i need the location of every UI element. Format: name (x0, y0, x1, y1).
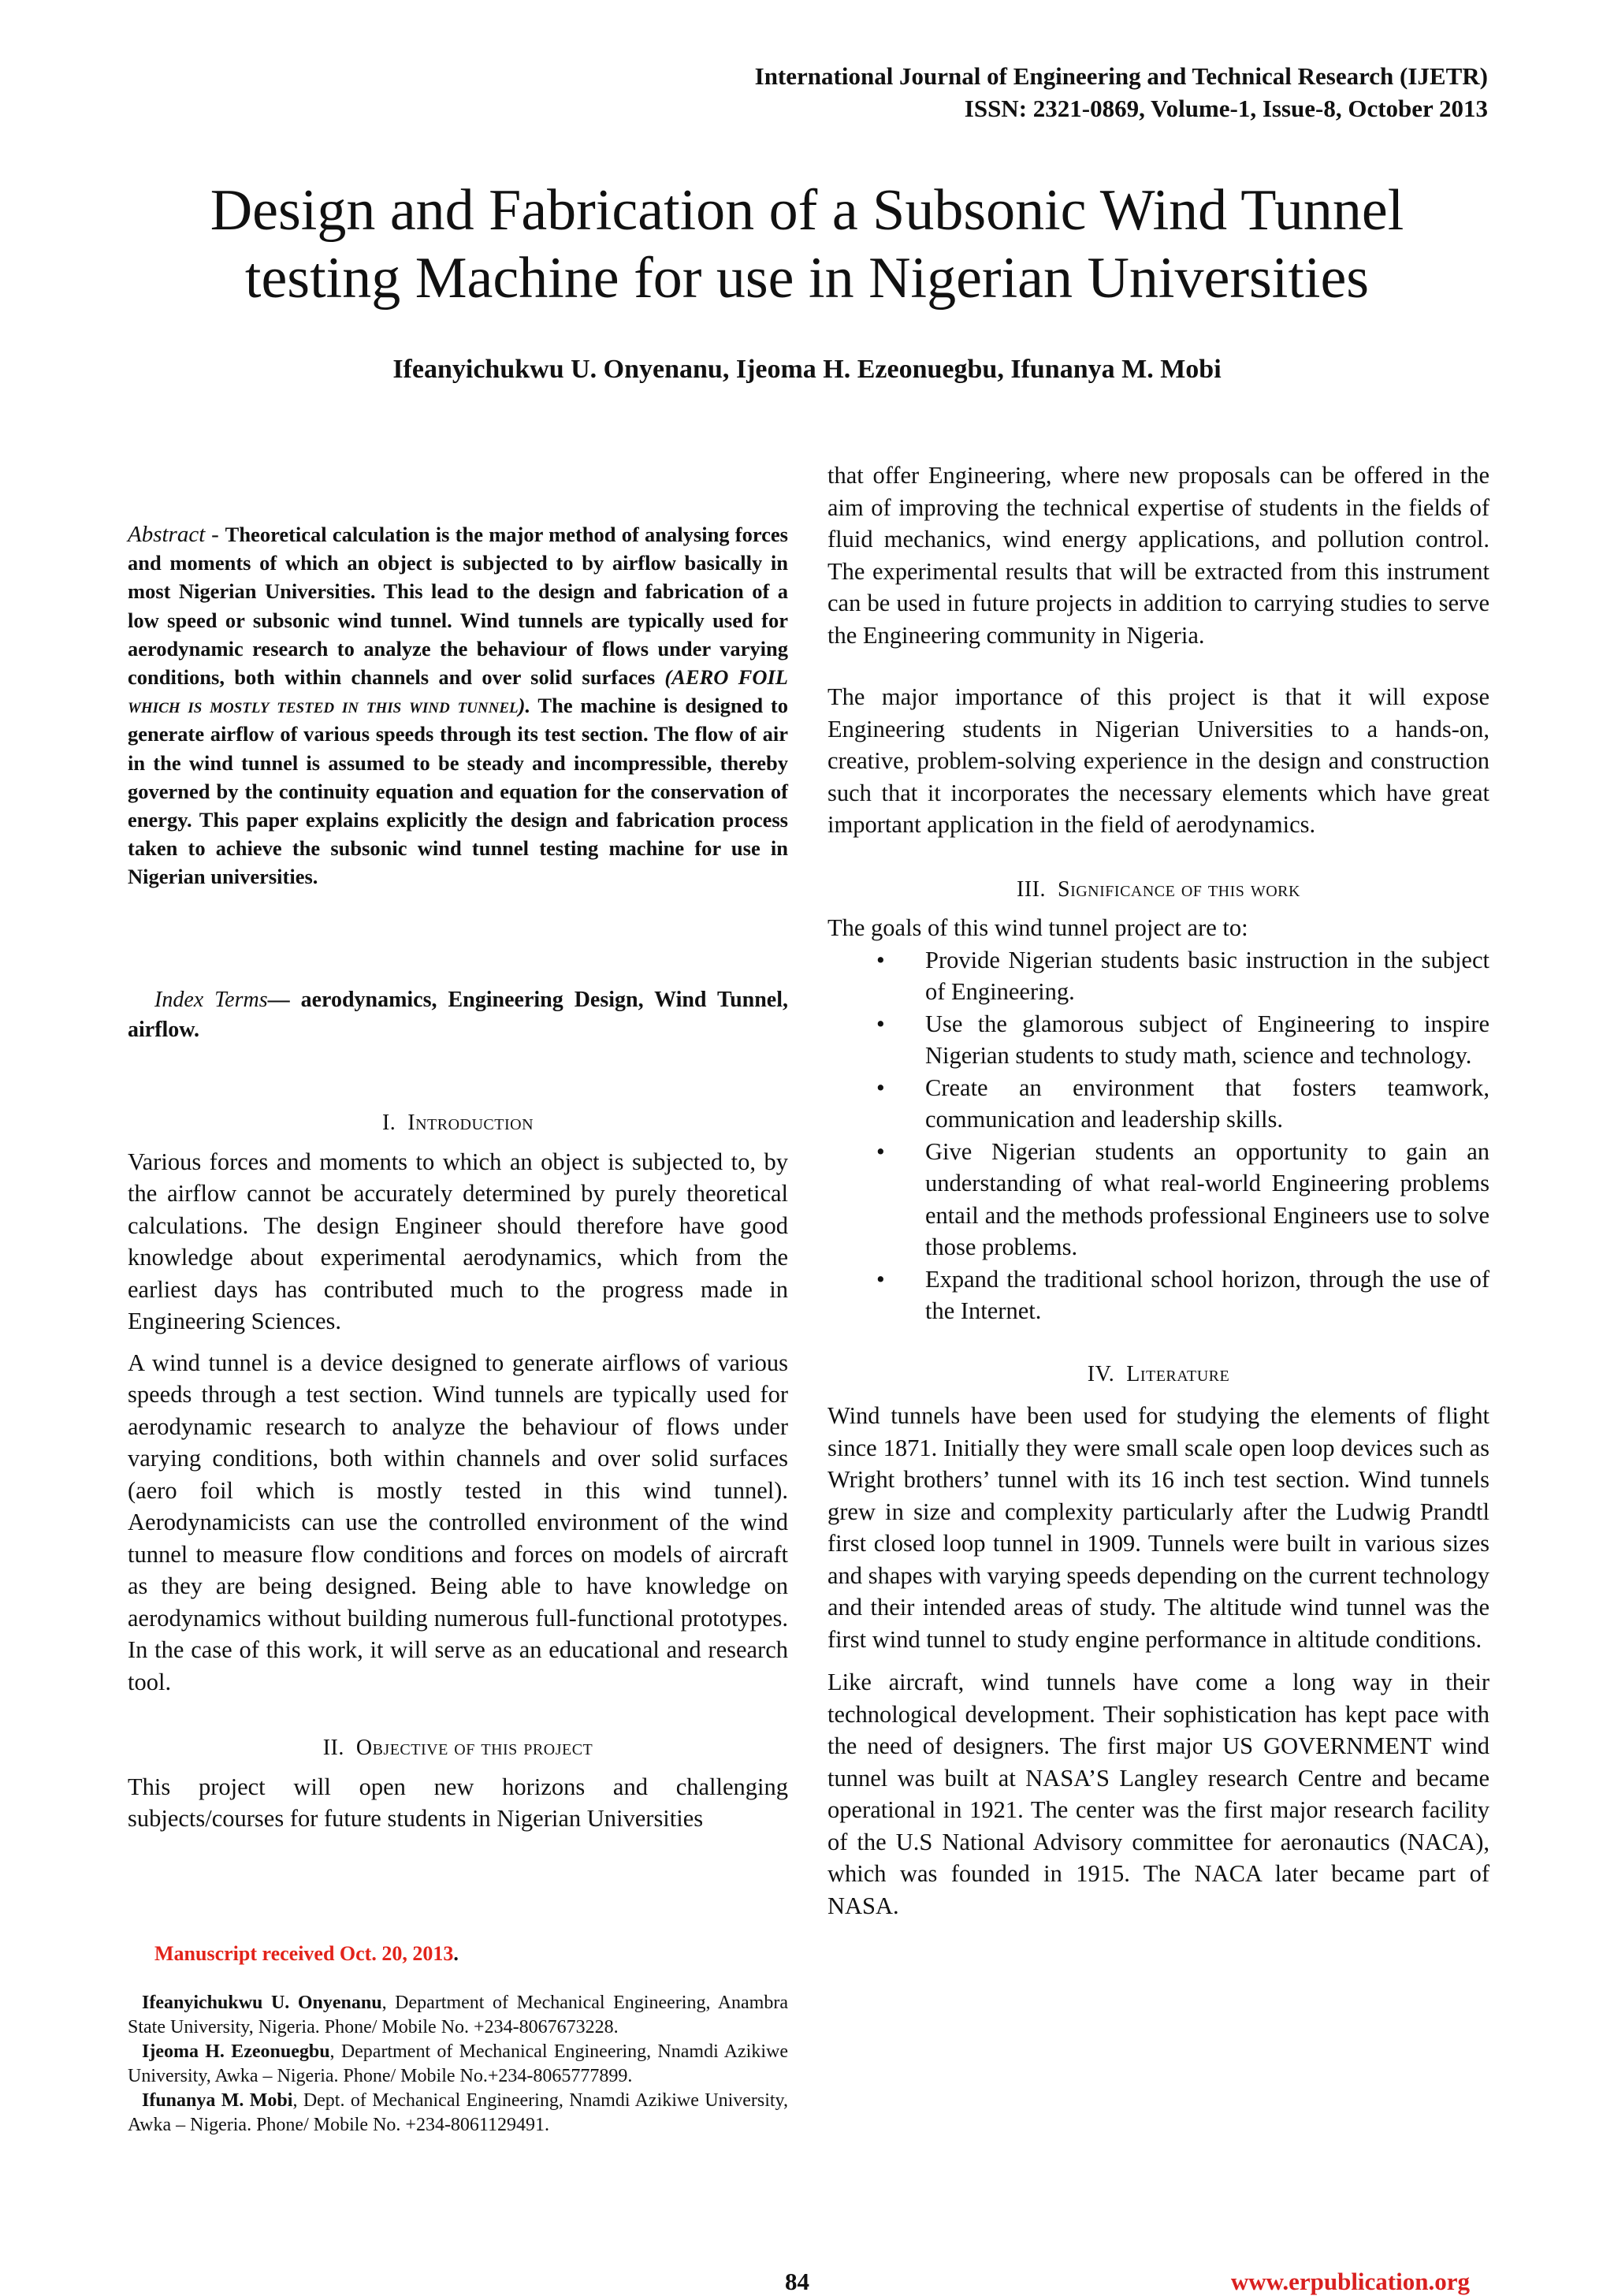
abstract-dash: - (205, 522, 225, 547)
intro-paragraph-1: Various forces and moments to which an object is subjected to, by the airflow cannot be accurately determined by purely theoretical calculations. The design Engineer should therefore have good knowledge about experimental aerodynamics, which from the earliest days has contributed much to the progress made in Engineering Sciences. (128, 1148, 788, 1334)
significance-intro: The goals of this wind tunnel project are to: (827, 914, 1248, 941)
abstract-text-1: Theoretical calculation is the major method of analysing forces and moments of which an object is subjected to by airflow basically in most Nigerian Universities. This lead to the design and fabrication of a low speed or subsonic wind tunnel. Wind tunnels are typically used for aerodynamic research to analyze the behaviour of flows under varying conditions, both within channels and over solid surfaces (128, 523, 788, 690)
section-title: Introduction (407, 1111, 534, 1135)
abstract-italic: (AERO FOIL which is mostly tested in this wind tunnel). (128, 665, 788, 718)
objective-paragraph-1: This project will open new horizons and challenging subjects/courses for future students in Nigerian Universities (128, 1773, 788, 1832)
abstract (128, 520, 788, 891)
list-item: • Create an environment that fosters teamwork, communication and leadership skills. (827, 1072, 1489, 1136)
index-terms-dash: — (267, 988, 290, 1012)
section-number: I. (381, 1111, 396, 1135)
affiliation-text: , Department of Mechanical Engineering, Anambra State University, Nigeria. Phone/ Mobile No. +234-8067673228. (128, 1993, 788, 2037)
list-item: • Use the glamorous subject of Engineering to inspire Nigerian students to study math, science and technology. (827, 1008, 1489, 1072)
section-heading-literature (827, 1359, 1489, 1391)
section-heading-significance (827, 874, 1489, 906)
affiliation-text: , Dept. of Mechanical Engineering, Nnamdi Azikiwe University, Awka – Nigeria. Phone/ Mobile No. +234-8061129491. (128, 2090, 789, 2135)
goals-list (827, 944, 1489, 1327)
section-number: IV. (1087, 1361, 1115, 1386)
literature-paragraph-1: Wind tunnels have been used for studying the elements of flight since 1871. Initially they were small scale open loop devices such as Wright brothers’ tunnel with its 16 inch test section. Wind tunnels grew in size and complexity particularly after the Ludwig Prandtl first closed loop tunnel in 1909. Tunnels were built in various sizes and shapes with varying speeds depending on the current technology and their intended areas of study. The altitude wind tunnel was the first wind tunnel to study engine performance in altitude conditions. (827, 1402, 1489, 1653)
author-affiliation-3 (128, 2089, 788, 2138)
abstract-text-2: The machine is designed to generate airflow of various speeds through its test section. The flow of air in the wind tunnel is assumed to be steady and incompressible, thereby governed by the continuity equation and equation for the conservation of energy. This paper explains explicitly the design and fabrication process taken to achieve the subsonic wind tunnel testing machine for use in Nigerian universities. (128, 694, 788, 889)
author-list: Ifeanyichukwu U. Onyenanu, Ijeoma H. Ezeonuegbu, Ifunanya M. Mobi (392, 355, 1222, 384)
index-terms-list: aerodynamics, Engineering Design, Wind Tunnel, airflow. (128, 988, 788, 1042)
section-heading-objective (128, 1732, 788, 1765)
section-title: Literature (1126, 1361, 1230, 1386)
index-terms (128, 985, 788, 1045)
paper-title-line-2: testing Machine for use in Nigerian Universities (244, 246, 1370, 311)
affiliation-name: Ifeanyichukwu U. Onyenanu (142, 1993, 382, 2013)
affiliation-name: Ijeoma H. Ezeonuegbu (142, 2041, 330, 2062)
abstract-label: Abstract (128, 522, 206, 547)
list-item: • Provide Nigerian students basic instruction in the subject of Engineering. (827, 944, 1489, 1008)
affiliation-name: Ifunanya M. Mobi (142, 2090, 293, 2111)
section-number: III. (1017, 876, 1046, 902)
left-column (128, 1107, 788, 1835)
page-bottom-shade (0, 2175, 1614, 2283)
right-column (827, 460, 1489, 1922)
author-affiliation-2 (128, 2040, 788, 2089)
journal-issn: ISSN: 2321-0869, Volume-1, Issue-8, October 2013 (964, 95, 1488, 122)
intro-paragraph-2: A wind tunnel is a device designed to generate airflows of various speeds through a test section. Wind tunnels are typically used for aerodynamic research to analyze the behaviour of flows under varying conditions, both within channels and over solid surfaces (aero foil which is mostly tested in this wind tunnel). Aerodynamicists can use the controlled environment of the wind tunnel to measure flow conditions and forces on models of aircraft as they are being designed. Being able to have knowledge on aerodynamics without building numerous full-functional prototypes. In the case of this work, it will serve as an educational and research tool. (128, 1349, 788, 1695)
publisher-website: www.erpublication.org (1230, 2268, 1470, 2295)
list-item: • Give Nigerian students an opportunity to gain an understanding of what real-world Engineering problems entail and the methods professional Engineers use to solve those problems. (827, 1136, 1489, 1263)
section-heading-introduction (128, 1107, 788, 1140)
list-item: • Expand the traditional school horizon, through the use of the Internet. (827, 1263, 1489, 1327)
section-title: Objective of this project (355, 1736, 593, 1760)
paper-title (0, 177, 1614, 312)
affiliation-text: , Department of Mechanical Engineering, Nnamdi Azikiwe University, Awka – Nigeria. Phone/ Mobile No.+234-8065777899. (128, 2041, 788, 2086)
paper-title-line-1: Design and Fabrication of a Subsonic Wind Tunnel (210, 178, 1404, 243)
literature-paragraph-2: Like aircraft, wind tunnels have come a long way in their technological development. Their sophistication has kept pace with the need of designers. The first major US GOVERNMENT wind tunnel was built at NASA’S Langley research Centre and became operational in 1921. The center was the first major research facility of the U.S National Advisory committee for aeronautics (NACA), which was founded in 1915. The NACA later became part of NASA. (827, 1669, 1489, 1919)
objective-paragraph-1-continued: that offer Engineering, where new proposals can be offered in the aim of improving the technical expertise of students in the fields of fluid mechanics, wind energy applications, and pollution control. The experimental results that will be extracted from this instrument can be used in future projects in addition to carrying studies to serve the Engineering community in Nigeria. (827, 462, 1489, 649)
journal-header (755, 60, 1488, 125)
objective-paragraph-2: The major importance of this project is that it will expose Engineering students in Nigerian Universities to a hands-on, creative, problem-solving experience in the design and construction such that it incorporates the necessary elements which have great important application in the field of aerodynamics. (827, 683, 1489, 838)
author-affiliation-1 (128, 1991, 788, 2040)
journal-name: International Journal of Engineering and Technical Research (IJETR) (754, 62, 1488, 90)
section-number: II. (322, 1736, 344, 1760)
manuscript-note (154, 1942, 459, 1966)
section-title: Significance of this work (1058, 876, 1300, 902)
manuscript-period: . (453, 1942, 459, 1965)
manuscript-received: Manuscript received Oct. 20, 2013 (154, 1942, 454, 1965)
index-terms-label: Index Terms (154, 988, 268, 1012)
page-number: 84 (785, 2268, 809, 2295)
